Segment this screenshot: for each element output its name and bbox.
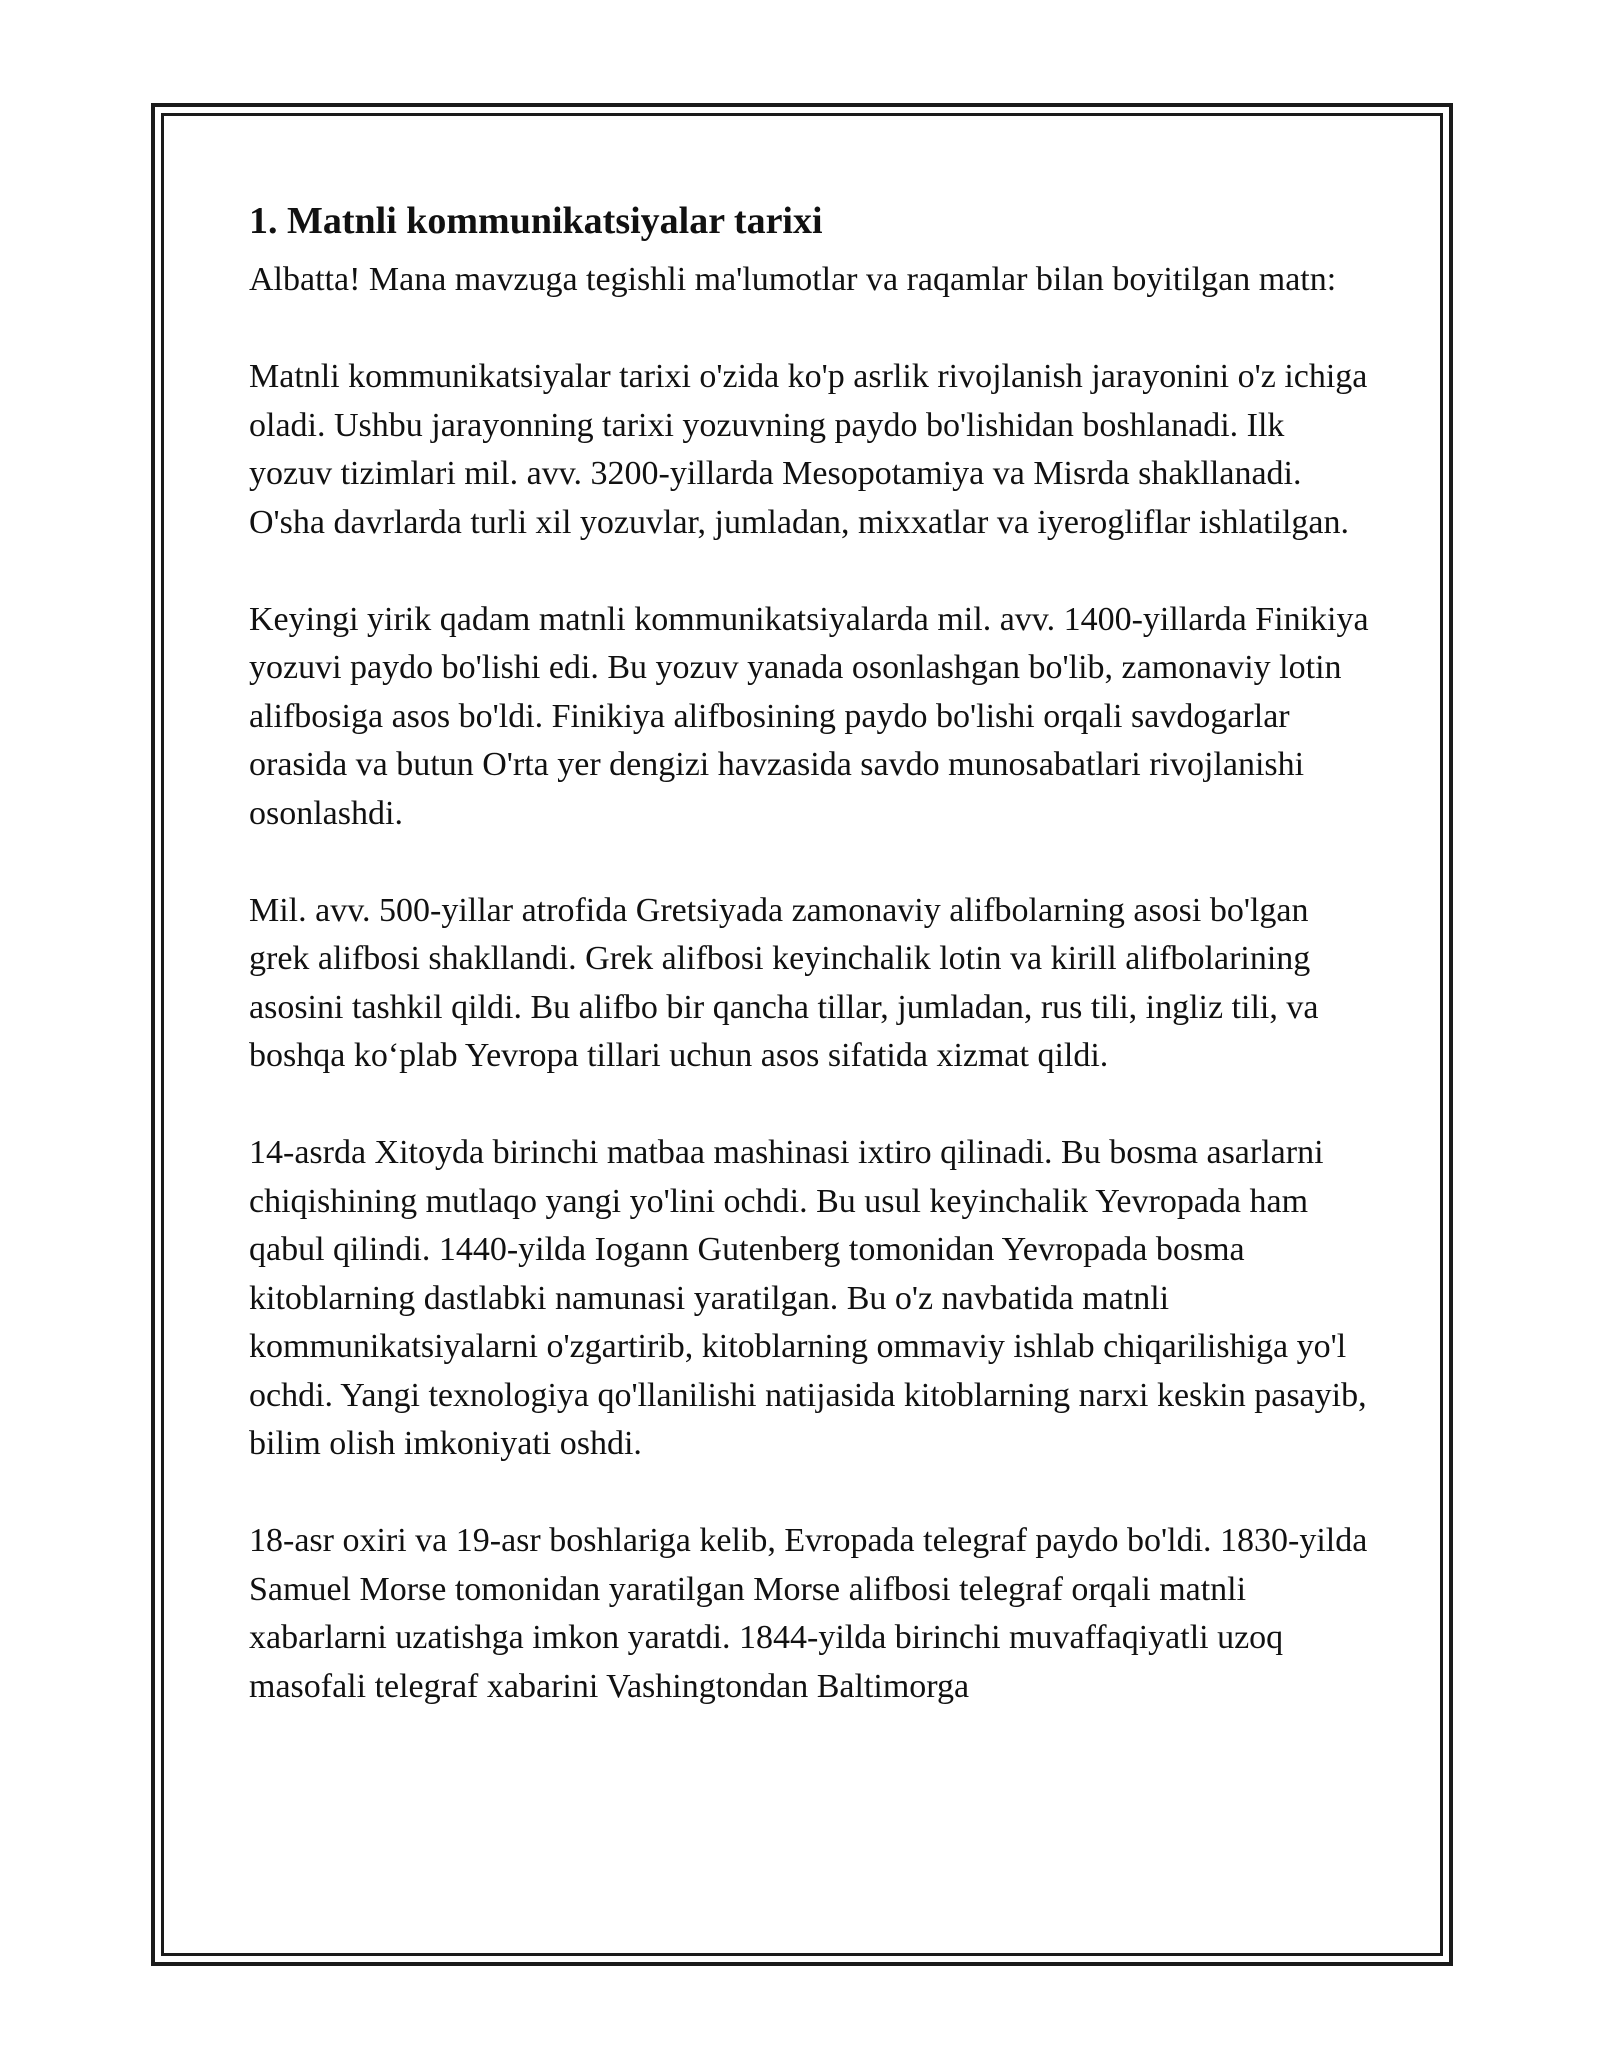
paragraph-printing-press: 14-asrda Xitoyda birinchi matbaa mashinasi ixtiro qilinadi. Bu bosma asarlarni chiqishining mutlaqo yangi yo'lini ochdi. Bu usul keyinchalik Yevropada ham qabul qilindi. 1440-yilda Iogann Gutenberg tomonidan Yevropada bosma kitoblarning dastlabki namunasi yaratilgan. Bu o'z navbatida matnli kommunikatsiyalarni o'zgartirib, kitoblarning ommaviy ishlab chiqarilishiga yo'l ochdi. Yangi texnologiya qo'llanilishi natijasida kitoblarning narxi keskin pasayib, bilim olish imkoniyati oshdi. [249, 1134, 1367, 1462]
paragraph-phoenician-script: Keyingi yirik qadam matnli kommunikatsiyalarda mil. avv. 1400-yillarda Finikiya yozuvi paydo bo'lishi edi. Bu yozuv yanada osonlashgan bo'lib, zamonaviy lotin alifbosiga asos bo'ldi. Finikiya alifbosining paydo bo'lishi orqali savdogarlar orasida va butun O'rta yer dengizi havzasida savdo munosabatlari rivojlanishi osonlashdi. [249, 600, 1369, 832]
page-border-outer [151, 103, 1453, 1966]
document-body [249, 196, 1369, 1711]
section-heading: 1. Matnli kommunikatsiyalar tarixi [249, 200, 823, 242]
paragraph-telegraph: 18-asr oxiri va 19-asr boshlariga kelib, Evropada telegraf paydo bo'ldi. 1830-yilda Samuel Morse tomonidan yaratilgan Morse alifbosi telegraf orqali matnli xabarlarni uzatishga imkon yaratdi. 1844-yilda birinchi muvaffaqiyatli uzoq masofali telegraf xabarini Vashingtondan Baltimorga [249, 1522, 1368, 1705]
intro-paragraph: Albatta! Mana mavzuga tegishli ma'lumotlar va raqamlar bilan boyitilgan matn: [249, 261, 1337, 298]
paragraph-writing-origins: Matnli kommunikatsiyalar tarixi o'zida ko'p asrlik rivojlanish jarayonini o'z ichiga oladi. Ushbu jarayonning tarixi yozuvning paydo bo'lishidan boshlanadi. Ilk yozuv tizimlari mil. avv. 3200-yillarda Mesopotamiya va Misrda shakllanadi. O'sha davrlarda turli xil yozuvlar, jumladan, mixxatlar va iyerogliflar ishlatilgan. [249, 358, 1368, 541]
page-border-inner [161, 113, 1443, 1956]
paragraph-greek-alphabet: Mil. avv. 500-yillar atrofida Gretsiyada zamonaviy alifbolarning asosi bo'lgan grek alifbosi shakllandi. Grek alifbosi keyinchalik lotin va kirill alifbolarining asosini tashkil qildi. Bu alifbo bir qancha tillar, jumladan, rus tili, ingliz tili, va boshqa ko‘plab Yevropa tillari uchun asos sifatida xizmat qildi. [249, 891, 1319, 1074]
